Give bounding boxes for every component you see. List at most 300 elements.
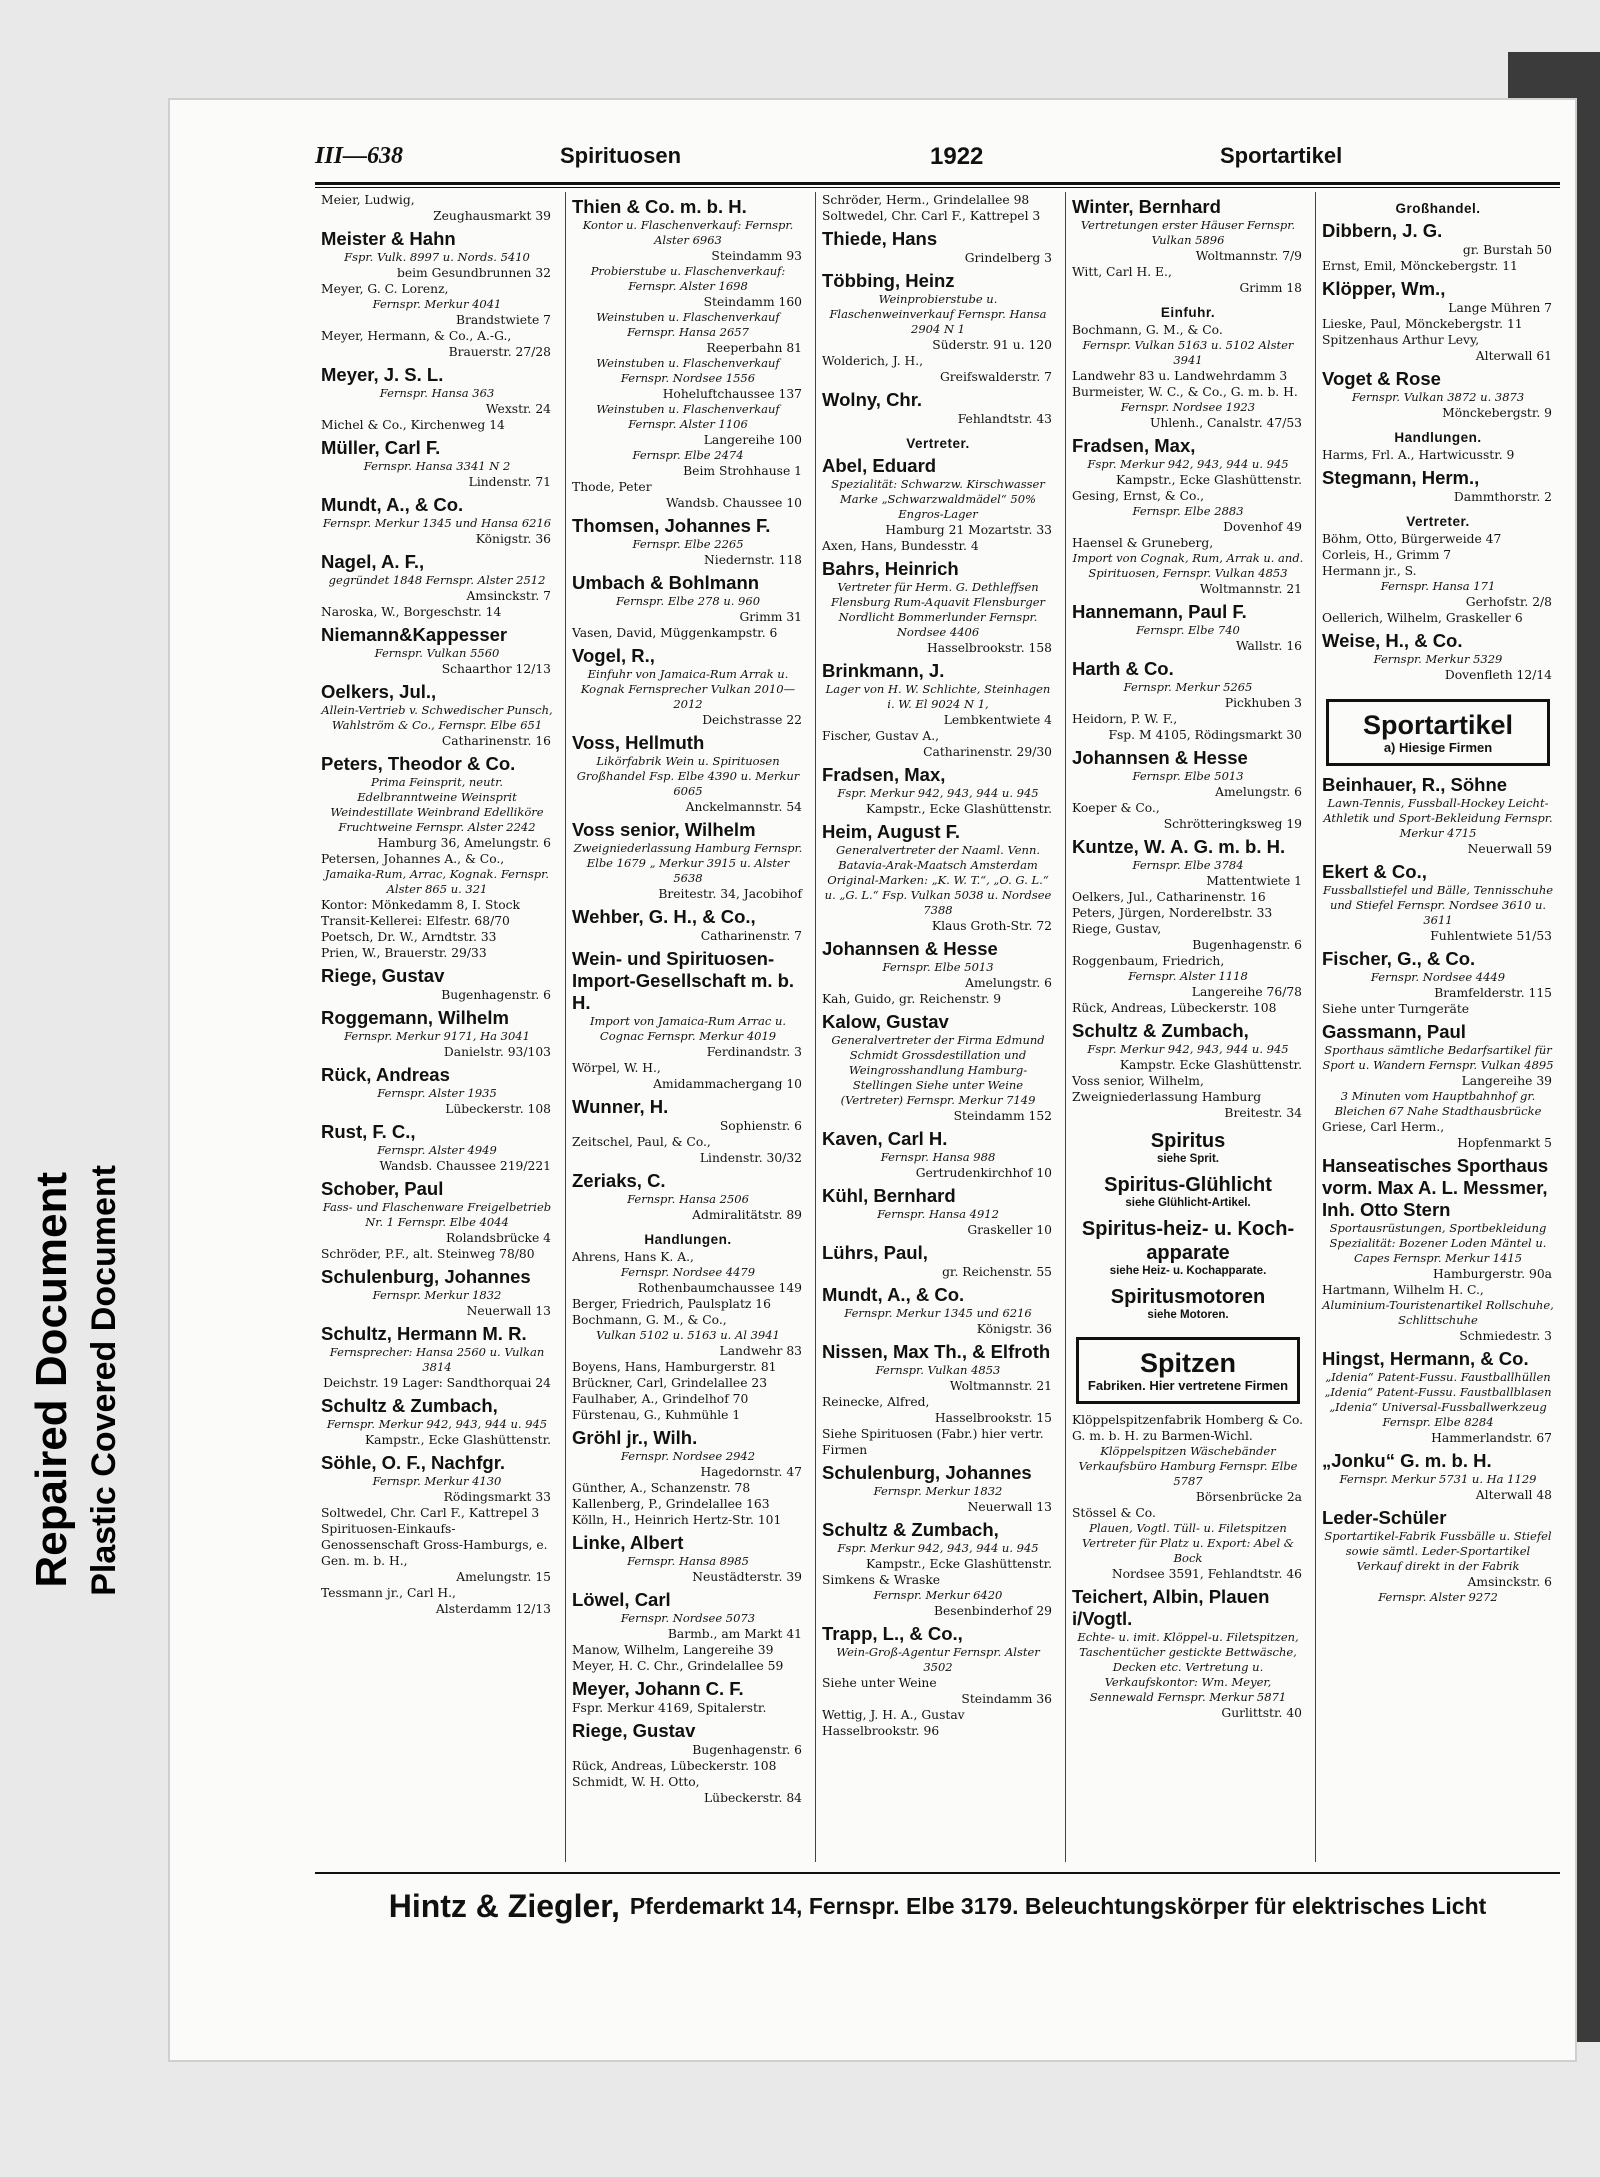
- entry-line: Lieske, Paul, Mönckebergstr. 11: [1322, 317, 1523, 331]
- company-name: Riege, Gustav: [572, 1720, 696, 1741]
- page-header: [315, 143, 1560, 173]
- entry-details: Vertreter für Herm. G. Dethleffsen Flensburg Rum-Aquavit Flensburger Nordlicht Bommerlunder Fernspr. Nordsee 4406: [831, 580, 1045, 639]
- entry-address: Deichstr. 19 Lager: Sandthorquai 24: [323, 1376, 551, 1390]
- entry-address: Kampstr., Ecke Glashüttenstr.: [865, 1557, 1052, 1571]
- column-1: [315, 192, 555, 1862]
- entry-address: Dammthorstr. 2: [1453, 490, 1552, 504]
- entry-details: Fernspr. Elbe 2265: [632, 537, 744, 551]
- entry-address: Kampstr., Ecke Glashüttenstr.: [865, 802, 1052, 816]
- entry-line: Brückner, Carl, Grindelallee 23: [572, 1376, 768, 1390]
- list-item: [1322, 1348, 1554, 1446]
- company-name: Hingst, Hermann, & Co.: [1322, 1348, 1529, 1369]
- entry-details: Fernspr. Merkur 942, 943, 944 u. 945: [326, 1417, 548, 1431]
- entry-address: Dovenfleth 12/14: [1444, 668, 1552, 682]
- list-item: [572, 948, 804, 1060]
- company-name: Fradsen, Max,: [822, 764, 946, 785]
- company-name: Schultz & Zumbach,: [822, 1519, 999, 1540]
- entry-line: Boyens, Hans, Hamburgerstr. 81: [572, 1360, 777, 1374]
- entry-details: Sportausrüstungen, Sportbekleidung Spezialität: Bozener Loden Mäntel u. Capes Fernspr. Merkur 1415: [1329, 1221, 1547, 1265]
- list-item: [1322, 1119, 1554, 1151]
- entry-address: Amsinckstr. 6: [1467, 1575, 1552, 1589]
- company-name: Schultz & Zumbach,: [1072, 1020, 1249, 1041]
- list-item: [1322, 1282, 1554, 1344]
- entry-line: Hartmann, Wilhelm H. C.,: [1322, 1283, 1484, 1297]
- list-item: [572, 1359, 804, 1375]
- company-name: Thien & Co. m. b. H.: [572, 196, 747, 217]
- list-item: [1072, 1073, 1304, 1121]
- entry-address: Graskeller 10: [967, 1223, 1052, 1237]
- list-item: [572, 906, 804, 944]
- entry-line: Hermann jr., S.: [1322, 564, 1417, 578]
- entry-address: Kampstr. Ecke Glashüttenstr.: [1119, 1058, 1302, 1072]
- list-item: [822, 538, 1054, 554]
- entry-details: Fussballstiefel und Bälle, Tennisschuhe und Stiefel Fernspr. Nordsee 3610 u. 3611: [1322, 883, 1554, 927]
- list-item: [321, 192, 553, 224]
- entry-line: Reinecke, Alfred,: [822, 1395, 930, 1409]
- entry-line: Harms, Frl. A., Hartwicusstr. 9: [1322, 448, 1515, 462]
- entry-details: Sportartikel-Fabrik Fussbälle u. Stiefel sowie sämtl. Leder-Sportartikel Verkauf direkt in der Fabrik: [1324, 1529, 1552, 1573]
- list-item: [1072, 1505, 1304, 1582]
- company-name: Wehber, G. H., & Co.,: [572, 906, 756, 927]
- entry-address: Schrötteringksweg 19: [1163, 817, 1302, 831]
- list-item: [1072, 322, 1304, 368]
- entry-address: Hasselbrookstr. 158: [927, 641, 1052, 655]
- entry-details: Fernsprecher: Hansa 2560 u. Vulkan 3814: [329, 1345, 545, 1374]
- entry-line: Gesing, Ernst, & Co.,: [1072, 489, 1205, 503]
- entry-address: gr. Burstah 50: [1462, 243, 1552, 257]
- company-name: Mundt, A., & Co.: [822, 1284, 965, 1305]
- entry-details: Fernspr. Elbe 740: [1136, 623, 1240, 637]
- list-item: [321, 681, 553, 749]
- list-item: [822, 353, 1054, 385]
- company-name: Klöpper, Wm.,: [1322, 278, 1446, 299]
- entry-details: Fernspr. Hansa 8985: [627, 1554, 749, 1568]
- company-name: Wein- und Spirituosen-Import-Gesellschaft m. b. H.: [572, 948, 795, 1013]
- entry-details: Vertretungen erster Häuser Fernspr. Vulkan 5896: [1080, 218, 1296, 247]
- list-item: [321, 1266, 553, 1319]
- company-name: Schultz & Zumbach,: [321, 1395, 498, 1416]
- list-item: [1072, 658, 1304, 711]
- entry-line: Koeper & Co.,: [1072, 801, 1160, 815]
- entry-address: Klaus Groth-Str. 72: [931, 919, 1052, 933]
- list-item: [321, 851, 553, 929]
- entry-note: Siehe unter Turngeräte: [1322, 1002, 1470, 1016]
- entry-details: Fernspr. Alster 9272: [1378, 1590, 1498, 1604]
- boxed-heading-title: Spitzen: [1139, 1348, 1236, 1378]
- entry-line: Faulhaber, A., Grindelhof 70: [572, 1392, 749, 1406]
- list-item: [822, 1185, 1054, 1238]
- margin-labels: [0, 1020, 150, 1740]
- company-name: Niemann&Kappesser: [321, 624, 508, 645]
- company-name: Dibbern, J. G.: [1322, 220, 1443, 241]
- entry-address: Steindamm 36: [961, 1692, 1052, 1706]
- cross-reference-note: siehe Glühlicht-Artikel.: [1125, 1197, 1251, 1209]
- list-item: [1072, 953, 1304, 1000]
- list-item: [321, 1064, 553, 1117]
- company-name: Stegmann, Herm.,: [1322, 467, 1480, 488]
- company-name: Gröhl jr., Wilh.: [572, 1427, 698, 1448]
- column-2-entries: [566, 196, 806, 1806]
- advertisement-text: Pferdemarkt 14, Fernspr. Elbe 3179. Beleuchtungskörper für elektrisches Licht: [629, 1892, 1487, 1919]
- entry-address: Ferdinandstr. 3: [706, 1045, 802, 1059]
- entry-address: gr. Reichenstr. 55: [942, 1265, 1052, 1279]
- entry-address: Woltmannstr. 7/9: [1195, 249, 1302, 263]
- entry-address: Grindelberg 3: [964, 251, 1052, 265]
- entry-address: Bramfelderstr. 115: [1434, 986, 1552, 1000]
- list-item: [1322, 1021, 1554, 1089]
- list-item: [822, 1341, 1054, 1394]
- entry-details: Spezialität: Schwarzw. Kirschwasser Marke „Schwarzwaldmädel“ 50% Engros-Lager: [831, 477, 1045, 521]
- entry-details: Fspr. Merkur 942, 943, 944 u. 945: [837, 786, 1039, 800]
- entry-details: Fernspr. Hansa 4912: [877, 1207, 999, 1221]
- entry-address: Grimm 31: [739, 610, 802, 624]
- list-item: [1322, 278, 1554, 316]
- list-item: [572, 1774, 804, 1806]
- entry-details: Aluminium-Touristenartikel Rollschuhe, Schlittschuhe: [1322, 1298, 1554, 1327]
- entry-address: Börsenbrücke 2a: [1195, 1490, 1302, 1504]
- entry-line: Roggenbaum, Friedrich,: [1072, 954, 1225, 968]
- entry-address: Brandstwiete 7: [456, 313, 551, 327]
- entry-details: Fernspr. Hansa 3341 N 2: [363, 459, 511, 473]
- entry-address: Rödingsmarkt 33: [443, 1490, 551, 1504]
- entry-line: Kallenberg, P., Grindelallee 163: [572, 1497, 770, 1511]
- entry-details: Jamaika-Rum, Arrac, Kognak. Fernspr. Alster 865 u. 321: [324, 867, 550, 896]
- entry-address: Alterwall 48: [1475, 1488, 1552, 1502]
- entry-address: Hammerlandstr. 67: [1431, 1431, 1552, 1445]
- entry-details: Weinstuben u. Flaschenverkauf Fernspr. Alster 1106: [596, 402, 780, 431]
- list-item: [1072, 535, 1304, 597]
- entry-line: Kah, Guido, gr. Reichenstr. 9: [822, 992, 1002, 1006]
- column-1-entries: [315, 192, 555, 1617]
- entry-details: Import von Jamaica-Rum Arrac u. Cognac Fernspr. Merkur 4019: [589, 1014, 787, 1043]
- entry-address: Lindenstr. 71: [468, 475, 551, 489]
- company-name: Roggemann, Wilhelm: [321, 1007, 509, 1028]
- list-item: [1322, 1155, 1554, 1282]
- list-item: [822, 991, 1054, 1007]
- entry-line: Rück, Andreas, Lübeckerstr. 108: [1072, 1001, 1277, 1015]
- entry-line: Griese, Carl Herm.,: [1322, 1120, 1445, 1134]
- company-name: Meyer, J. S. L.: [321, 364, 444, 385]
- list-item: [1322, 447, 1554, 463]
- company-name: Mundt, A., & Co.: [321, 494, 464, 515]
- entry-details: Fernspr. Merkur 6420: [873, 1588, 1003, 1602]
- list-item: [572, 1427, 804, 1480]
- entry-details: Fernspr. Alster 4949: [377, 1143, 497, 1157]
- company-name: Voget & Rose: [1322, 368, 1441, 389]
- entry-address: Amelungstr. 6: [965, 976, 1052, 990]
- list-item: [321, 1121, 553, 1174]
- list-item: [1322, 774, 1554, 857]
- cross-reference-note: siehe Heiz- u. Kochapparate.: [1109, 1265, 1267, 1277]
- entry-address: Neuerwall 13: [967, 1500, 1052, 1514]
- company-name: Abel, Eduard: [822, 455, 937, 476]
- year: 1922: [930, 143, 984, 170]
- list-item: [1322, 1590, 1554, 1605]
- entry-line: Naroska, W., Borgeschstr. 14: [321, 605, 502, 619]
- list-item: [1072, 921, 1304, 953]
- entry-details: Fspr. Merkur 942, 943, 944 u. 945: [1087, 457, 1289, 471]
- list-item: [1322, 563, 1554, 610]
- entry-note: Siehe unter Weine: [822, 1676, 937, 1690]
- entry-address: Catharinenstr. 29/30: [923, 745, 1052, 759]
- entry-address: Amidammachergang 10: [653, 1077, 802, 1091]
- entry-details: Zweigniederlassung Hamburg Fernspr. Elbe 1679 „ Merkur 3915 u. Alster 5638: [573, 841, 803, 885]
- entry-address: Woltmannstr. 21: [949, 1379, 1052, 1393]
- entry-address: Hamburg 36, Amelungstr. 6: [377, 836, 551, 850]
- list-item: [822, 728, 1054, 760]
- entry-line: Tessmann jr., Carl H.,: [321, 1586, 456, 1600]
- list-item: [572, 572, 804, 625]
- company-name: Fischer, G., & Co.: [1322, 948, 1476, 969]
- entry-line: Michel & Co., Kirchenweg 14: [321, 418, 505, 432]
- entry-address: Fsp. M 4105, Rödingsmarkt 30: [1108, 728, 1302, 742]
- entry-details: Fernspr. Nordsee 4449: [1370, 970, 1506, 984]
- list-item: [1322, 610, 1554, 626]
- company-name: Rück, Andreas: [321, 1064, 450, 1085]
- company-name: Kühl, Bernhard: [822, 1185, 956, 1206]
- list-item: [822, 660, 1054, 728]
- entry-line: Landwehr 83 u. Landwehrdamm 3: [1072, 369, 1288, 383]
- entry-details: Wein-Groß-Agentur Fernspr. Alster 3502: [836, 1645, 1040, 1674]
- company-name: Schultz, Hermann M. R.: [321, 1323, 527, 1344]
- entry-details: Fernspr. Vulkan 5163 u. 5102 Alster 3941: [1082, 338, 1294, 367]
- cross-reference: [1072, 1173, 1304, 1209]
- list-item: [321, 945, 553, 961]
- company-name: Nissen, Max Th., & Elfroth: [822, 1341, 1051, 1362]
- column-4-entries: [1066, 196, 1306, 1721]
- entry-details: Fernspr. Nordsee 4479: [620, 1265, 756, 1279]
- entry-details: Fernspr. Elbe 3784: [1132, 858, 1244, 872]
- company-name: Lührs, Paul,: [822, 1242, 928, 1263]
- company-name: „Jonku“ G. m. b. H.: [1322, 1450, 1492, 1471]
- header-rule: [315, 182, 1560, 185]
- entry-address: Reeperbahn 81: [706, 341, 802, 355]
- entry-line: Stössel & Co.: [1072, 1506, 1156, 1520]
- footer-advertisement: [315, 1882, 1560, 1930]
- company-name: Ekert & Co.,: [1322, 861, 1427, 882]
- cross-reference: [1072, 1129, 1304, 1165]
- entry-address: Schaarthor 12/13: [441, 662, 551, 676]
- company-name: Meister & Hahn: [321, 228, 456, 249]
- entry-line: Bochmann, G. M., & Co.,: [572, 1313, 727, 1327]
- entry-address: Hoheluftchaussee 137: [662, 387, 802, 401]
- entry-address: Rolandsbrücke 4: [445, 1231, 551, 1245]
- entry-details: „Idenia“ Patent-Fussu. Faustballhüllen „Idenia“ Patent-Fussu. Faustballblasen „Idenia“ Universal-Fussballwerkzeug Fernspr. Elbe 8284: [1324, 1370, 1552, 1429]
- list-item: [572, 1720, 804, 1758]
- entry-details: Fernspr. Vulkan 3872 u. 3873: [1351, 390, 1525, 404]
- entry-address: Steindamm 160: [703, 295, 802, 309]
- entry-address: Wandsb. Chaussee 219/221: [379, 1159, 551, 1173]
- entry-address: Hopfenmarkt 5: [1457, 1136, 1552, 1150]
- entry-details: Fernspr. Merkur 4130: [372, 1474, 502, 1488]
- entry-address: Wandsb. Chaussee 10: [665, 496, 802, 510]
- entry-details: Fernspr. Hansa 2506: [627, 1192, 749, 1206]
- list-item: [822, 1426, 1054, 1458]
- company-name: Winter, Bernhard: [1072, 196, 1221, 217]
- company-name: Löwel, Carl: [572, 1589, 671, 1610]
- entry-address: Lange Mühren 7: [1448, 301, 1552, 315]
- list-item: [822, 1128, 1054, 1181]
- company-name: Müller, Carl F.: [321, 437, 441, 458]
- company-name: Gassmann, Paul: [1322, 1021, 1466, 1042]
- company-name: Fradsen, Max,: [1072, 435, 1196, 456]
- list-item: [1322, 1507, 1554, 1590]
- entry-line: Fürstenau, G., Kuhmühle 1: [572, 1408, 741, 1422]
- list-item: [1322, 316, 1554, 332]
- entry-address: Neustädterstr. 39: [692, 1570, 802, 1584]
- entry-address: Hagedornstr. 47: [700, 1465, 802, 1479]
- entry-address: Anckelmannstr. 54: [685, 800, 802, 814]
- entry-details: Weinstuben u. Flaschenverkauf Fernspr. Hansa 2657: [596, 310, 780, 339]
- list-item: [321, 1007, 553, 1060]
- entry-address: Lübeckerstr. 108: [445, 1102, 551, 1116]
- entry-details: Fernspr. Elbe 5013: [882, 960, 994, 974]
- cross-reference-title: Spiritusmotoren: [1110, 1286, 1266, 1308]
- list-item: [572, 1407, 804, 1423]
- entry-address: Steindamm 152: [953, 1109, 1052, 1123]
- entry-address: Schmiedestr. 3: [1459, 1329, 1552, 1343]
- entry-details: Fass- und Flaschenware Freigelbetrieb Nr. 1 Fernspr. Elbe 4044: [322, 1200, 552, 1229]
- entry-address: Deichstrasse 22: [702, 713, 802, 727]
- entry-address: Hamburg 21 Mozartstr. 33: [885, 523, 1052, 537]
- company-name: Thiede, Hans: [822, 228, 938, 249]
- entry-address: Uhlenh., Canalstr. 47/53: [1149, 416, 1302, 430]
- entry-line: Günther, A., Schanzenstr. 78: [572, 1481, 751, 1495]
- company-name: Trapp, L., & Co.,: [822, 1623, 963, 1644]
- list-item: [321, 1452, 553, 1505]
- list-item: [1072, 836, 1304, 889]
- list-item: [321, 1585, 553, 1617]
- entry-address: Alsterdamm 12/13: [435, 1602, 551, 1616]
- entry-address: Grimm 18: [1239, 281, 1302, 295]
- entry-line: Spitzenhaus Arthur Levy,: [1322, 333, 1480, 347]
- list-item: [572, 1589, 804, 1642]
- entry-details: Echte- u. imit. Klöppel-u. Filetspitzen, Taschentücher gestickte Bettwäsche, Decken etc. Vertretung u. Verkaufskontor: Wm. Meyer, Sennewald Fernspr. Merkur 5871: [1077, 1630, 1299, 1704]
- entry-address: Langereihe 100: [703, 433, 802, 447]
- entry-line: Kölln, H., Heinrich Hertz-Str. 101: [572, 1513, 782, 1527]
- boxed-heading-title: Sportartikel: [1362, 710, 1514, 740]
- entry-details: Fernspr. Alster 1935: [377, 1086, 497, 1100]
- entry-address: Breitestr. 34, Jacobihof: [658, 887, 802, 901]
- entry-details: Fernspr. Merkur 9171, Ha 3041: [344, 1029, 530, 1043]
- entry-details: Vulkan 5102 u. 5163 u. Al 3941: [596, 1328, 780, 1342]
- section-title-left: Spirituosen: [560, 143, 682, 168]
- list-item: [572, 732, 804, 815]
- list-item: [1072, 601, 1304, 654]
- list-item: [822, 1462, 1054, 1515]
- list-item: [1322, 220, 1554, 258]
- entry-line: Schröder, Herm., Grindelallee 98: [822, 193, 1030, 207]
- company-name: Beinhauer, R., Söhne: [1322, 774, 1508, 795]
- entry-line: Fischer, Gustav A.,: [822, 729, 940, 743]
- section-heading: Handlungen.: [1394, 430, 1482, 445]
- entry-details: Allein-Vertrieb v. Schwedischer Punsch, Wahlström & Co., Fernspr. Elbe 651: [321, 703, 553, 732]
- entry-details: Fernspr. Vulkan 5560: [374, 646, 500, 660]
- entry-line: Soltwedel, Chr. Carl F., Kattrepel 3: [321, 1506, 540, 1520]
- list-item: [1072, 905, 1304, 921]
- section-heading: Einfuhr.: [1160, 305, 1216, 320]
- entry-address: Gurlittstr. 40: [1221, 1706, 1302, 1720]
- cross-reference-note: siehe Motoren.: [1147, 1309, 1229, 1321]
- entry-address: Lindenstr. 30/32: [699, 1151, 802, 1165]
- company-name: Kalow, Gustav: [822, 1011, 949, 1032]
- entry-line: Ahrens, Hans K. A.,: [572, 1250, 694, 1264]
- entry-address: Kampstr., Ecke Glashüttenstr.: [1115, 473, 1302, 487]
- entry-line: Schröder, P.F., alt. Steinweg 78/80: [321, 1247, 535, 1261]
- list-item: [572, 1642, 804, 1658]
- entry-details: Prima Feinsprit, neutr. Edelbranntweine Weinsprit Weindestillate Weinbrand Edelliköre Fruchtweine Fernspr. Alster 2242: [330, 775, 544, 834]
- list-item: [822, 208, 1054, 224]
- list-item: [822, 1242, 1054, 1280]
- list-item: [822, 558, 1054, 656]
- entry-details: Fernspr. Alster 1118: [1128, 969, 1248, 983]
- entry-line: Ernst, Emil, Mönckebergstr. 11: [1322, 259, 1518, 273]
- entry-details: Plauen, Vogtl. Tüll- u. Filetspitzen Vertreter für Platz u. Export: Abel & Bock: [1081, 1521, 1295, 1565]
- header-rule-thin: [315, 187, 1560, 188]
- entry-details: Fspr. Merkur 942, 943, 944 u. 945: [1087, 1042, 1289, 1056]
- list-item: [1072, 747, 1304, 800]
- list-item: [572, 1375, 804, 1391]
- list-item: [321, 753, 553, 851]
- advertiser-name: Hintz & Ziegler,: [388, 1887, 620, 1924]
- entry-address: beim Gesundbrunnen 32: [396, 266, 551, 280]
- section-title-right: Sportartikel: [1220, 143, 1343, 168]
- list-item: [321, 624, 553, 677]
- section-heading: Großhandel.: [1395, 201, 1481, 216]
- list-item: [1072, 1412, 1304, 1505]
- company-name: Bahrs, Heinrich: [822, 558, 959, 579]
- entry-line: Zeitschel, Paul, & Co.,: [572, 1135, 711, 1149]
- entry-line: Wörpel, W. H.,: [572, 1061, 661, 1075]
- entry-details: Weinstuben u. Flaschenverkauf Fernspr. Nordsee 1556: [596, 356, 780, 385]
- page-number: III—638: [315, 143, 404, 169]
- entry-note: Kontor: Mönkedamm 8, I. Stock Transit-Kellerei: Elfestr. 68/70: [321, 898, 520, 928]
- entry-line: Vasen, David, Müggenkampstr. 6: [572, 626, 778, 640]
- entry-details: Fspr. Merkur 942, 943, 944 u. 945: [837, 1541, 1039, 1555]
- list-item: [1072, 435, 1304, 488]
- company-name: Oelkers, Jul.,: [321, 681, 437, 702]
- entry-line: Schmidt, W. H. Otto,: [572, 1775, 700, 1789]
- company-name: Rust, F. C.,: [321, 1121, 416, 1142]
- company-name: Vogel, R.,: [572, 645, 655, 666]
- list-item: [1072, 384, 1304, 431]
- list-item: [822, 938, 1054, 991]
- list-item: [1072, 1586, 1304, 1721]
- entry-address: Sophienstr. 6: [719, 1119, 802, 1133]
- list-item: [572, 1060, 804, 1092]
- company-name: Voss, Hellmuth: [572, 732, 705, 753]
- entry-details: Generalvertreter der Naaml. Venn. Batavia-Arak-Maatsch Amsterdam Original-Marken: „K. W. T.“, „O. G. L.“ u. „G. L.“ Fsp. Vulkan 5038 u. Nordsee 7388: [824, 843, 1052, 917]
- company-name: Johannsen & Hesse: [1072, 747, 1248, 768]
- company-name: Umbach & Bohlmann: [572, 572, 760, 593]
- list-item: [321, 328, 553, 360]
- list-item: [321, 281, 553, 328]
- company-name: Zeriaks, C.: [572, 1170, 666, 1191]
- footer-rule: [315, 1872, 1560, 1874]
- column-2: [565, 192, 806, 1862]
- list-item: [321, 604, 553, 620]
- list-item: [572, 264, 804, 310]
- entry-details: Fernspr. Merkur 5731 u. Ha 1129: [1339, 1472, 1537, 1486]
- entry-details: Fernspr. Elbe 2883: [1132, 504, 1244, 518]
- entry-details: Fernspr. Merkur 5329: [1373, 652, 1503, 666]
- entry-details: Fernspr. Elbe 2474: [632, 448, 744, 462]
- entry-address: Barmb., am Markt 41: [667, 1627, 802, 1641]
- entry-line: Haensel & Gruneberg,: [1072, 536, 1214, 550]
- entry-line: Meyer, G. C. Lorenz,: [321, 282, 449, 296]
- list-item: [321, 1395, 553, 1448]
- company-name: Weise, H., & Co.: [1322, 630, 1463, 651]
